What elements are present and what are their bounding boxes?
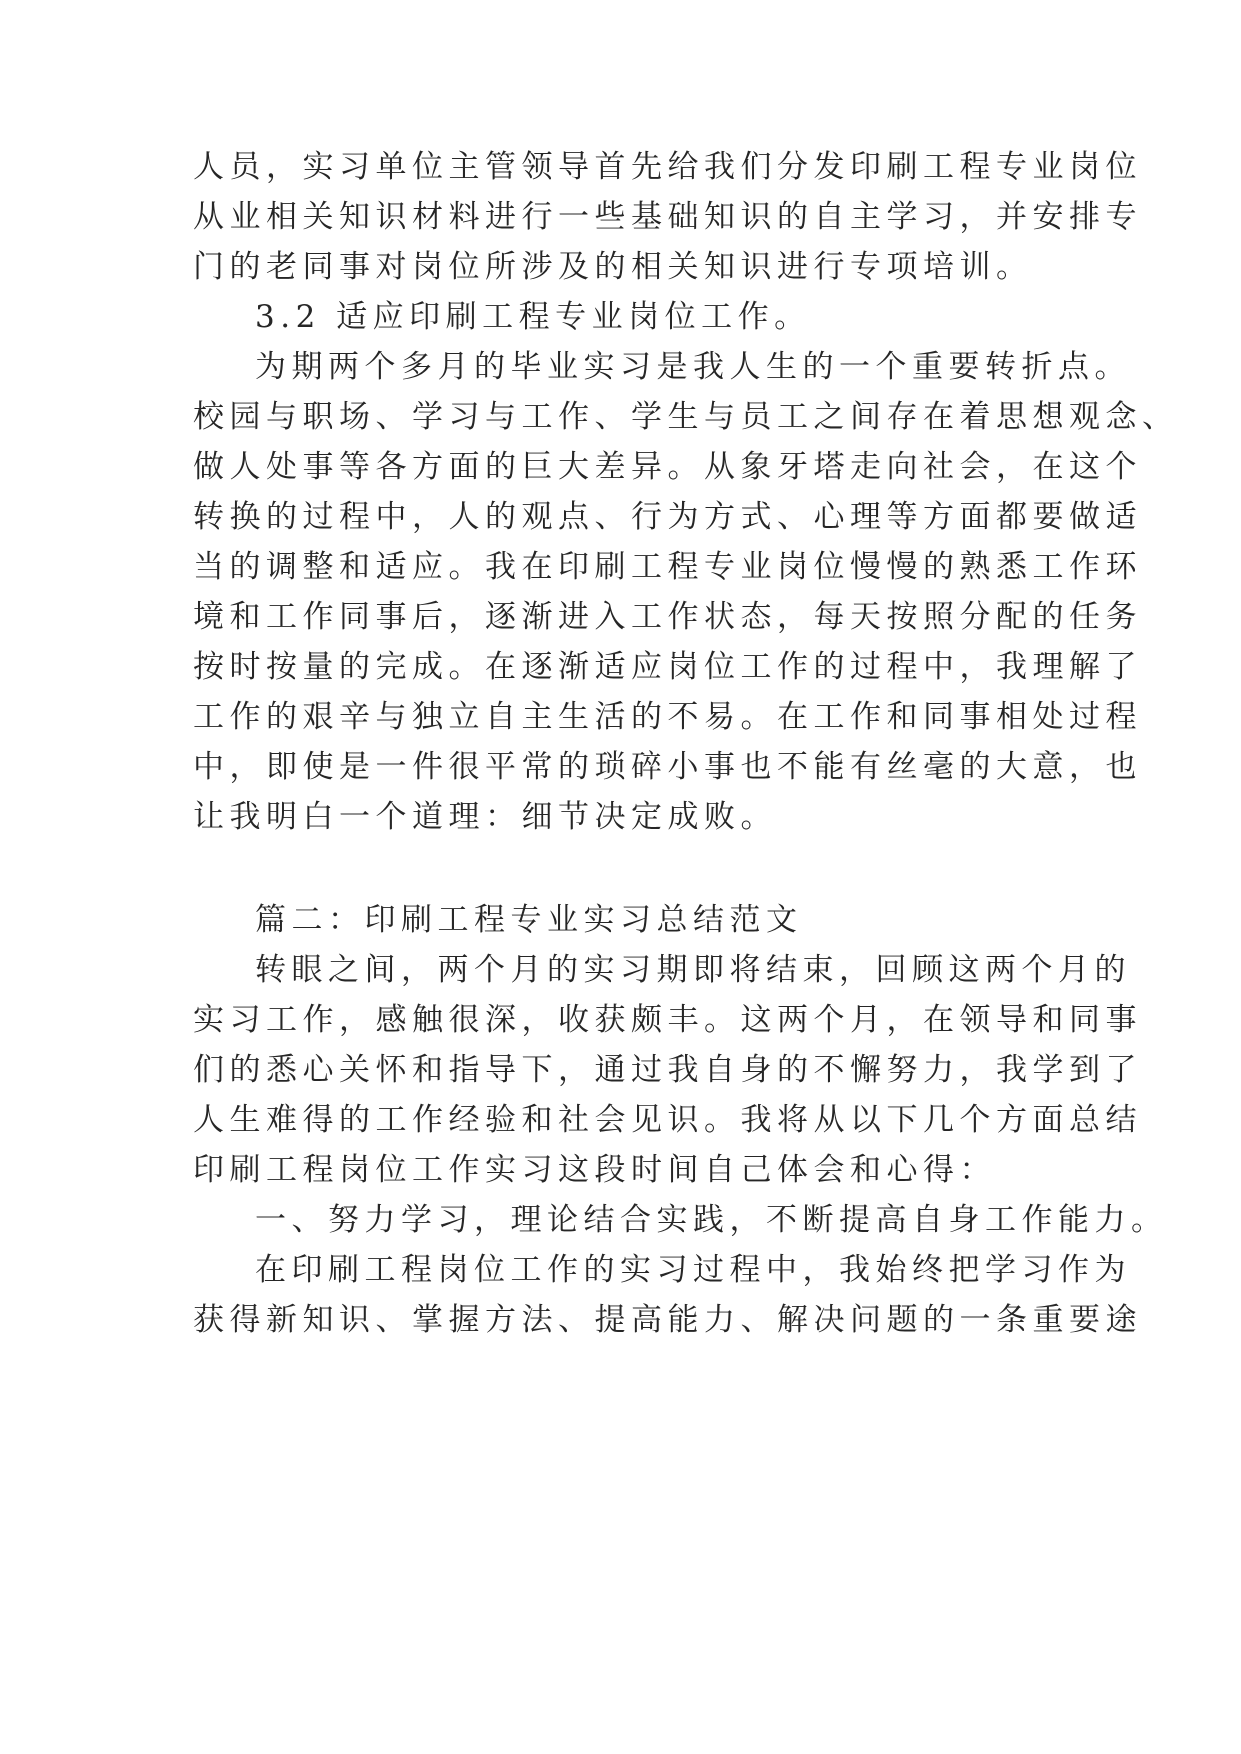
chapter-heading: 篇二：印刷工程专业实习总结范文 [255, 902, 803, 938]
text-line: 转换的过程中，人的观点、行为方式、心理等方面都要做适 [193, 499, 1142, 535]
text-line: 印刷工程岗位工作实习这段时间自己体会和心得： [193, 1152, 996, 1188]
text-line: 按时按量的完成。在逐渐适应岗位工作的过程中，我理解了 [193, 649, 1142, 685]
text-line: 人生难得的工作经验和社会见识。我将从以下几个方面总结 [193, 1102, 1142, 1138]
section-heading: 3.2 适应印刷工程专业岗位工作。 [255, 299, 811, 335]
text-line: 校园与职场、学习与工作、学生与员工之间存在着思想观念、 [193, 399, 1179, 435]
text-line: 在印刷工程岗位工作的实习过程中，我始终把学习作为 [255, 1252, 1131, 1288]
text-line: 从业相关知识材料进行一些基础知识的自主学习，并安排专 [193, 199, 1142, 235]
text-line: 人员，实习单位主管领导首先给我们分发印刷工程专业岗位 [193, 149, 1142, 185]
text-line: 当的调整和适应。我在印刷工程专业岗位慢慢的熟悉工作环 [193, 549, 1142, 585]
text-line: 让我明白一个道理：细节决定成败。 [193, 799, 777, 835]
text-line: 实习工作，感触很深，收获颇丰。这两个月，在领导和同事 [193, 1002, 1142, 1038]
text-line: 转眼之间，两个月的实习期即将结束，回顾这两个月的 [255, 952, 1131, 988]
text-line: 做人处事等各方面的巨大差异。从象牙塔走向社会，在这个 [193, 449, 1142, 485]
text-line: 门的老同事对岗位所涉及的相关知识进行专项培训。 [193, 249, 1033, 285]
text-line: 们的悉心关怀和指导下，通过我自身的不懈努力，我学到了 [193, 1052, 1142, 1088]
text-line: 工作的艰辛与独立自主生活的不易。在工作和同事相处过程 [193, 699, 1142, 735]
text-line: 获得新知识、掌握方法、提高能力、解决问题的一条重要途 [193, 1302, 1142, 1338]
section-heading: 一、努力学习，理论结合实践，不断提高自身工作能力。 [255, 1202, 1168, 1238]
text-line: 中，即使是一件很平常的琐碎小事也不能有丝毫的大意，也 [193, 749, 1142, 785]
text-line: 境和工作同事后，逐渐进入工作状态，每天按照分配的任务 [193, 599, 1142, 635]
text-line: 为期两个多月的毕业实习是我人生的一个重要转折点。 [255, 349, 1131, 385]
